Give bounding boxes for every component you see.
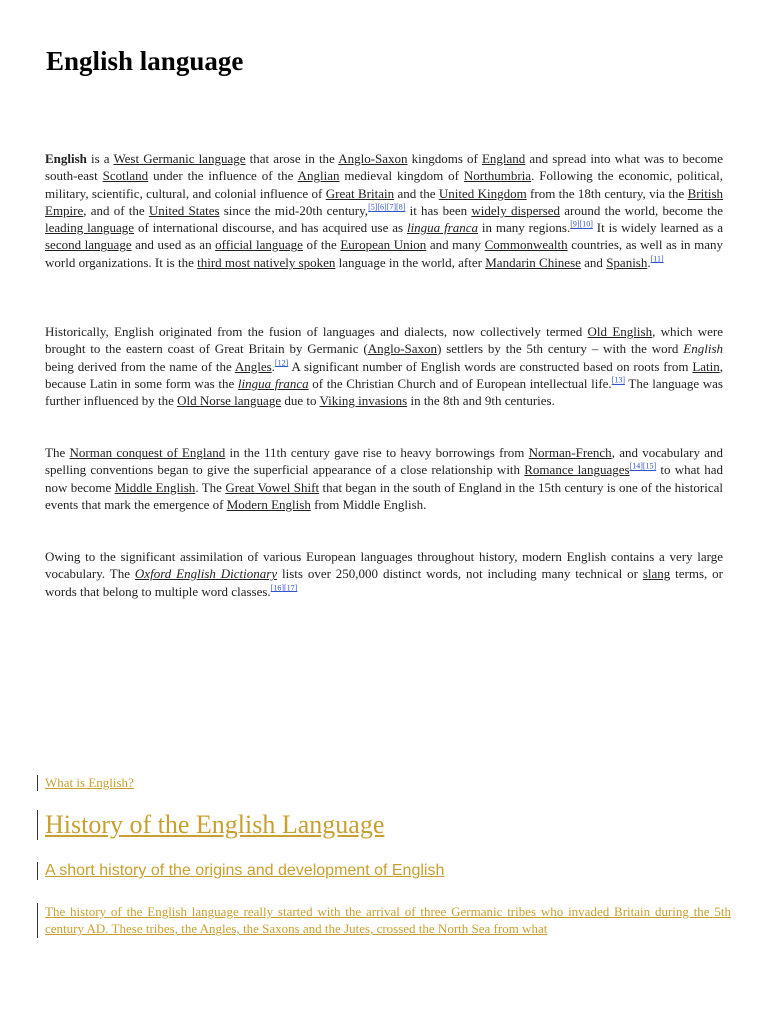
text-run: , and vocabulary and spelling conventions began to give the superficial appearance of a close relationship with [45, 445, 724, 478]
text-run: around the world, become the [560, 202, 724, 218]
text-run: it has been [405, 202, 472, 218]
article-link[interactable]: Latin [692, 358, 720, 374]
quote-link-block [37, 775, 134, 791]
text-run: The language was further influenced by the [45, 375, 723, 409]
text-run: under the influence of the [148, 168, 298, 184]
article-link[interactable]: lingua franca [237, 375, 309, 391]
text-run: . [271, 358, 275, 374]
text-run: and many [426, 237, 485, 253]
article-link[interactable]: Viking invasions [319, 393, 408, 409]
article-link[interactable]: second language [45, 237, 132, 253]
article-link[interactable]: leading language [45, 220, 135, 236]
text-run: ) settlers by the 5th century – with the word [437, 341, 684, 357]
text-run: since the mid-20th century, [219, 202, 369, 218]
article-link[interactable]: Anglian [297, 168, 340, 184]
quote-excerpt-block [37, 903, 731, 938]
text-run: of international discourse, and has acquired use as [134, 220, 407, 236]
article-link[interactable]: Romance languages [524, 462, 630, 478]
text-run: , and of the [83, 202, 149, 218]
text-run: . The [195, 479, 226, 495]
text-run: that began in the south of England in the 15th century is one of the historical events that mark the emergence of [45, 479, 724, 512]
text-run: , which were brought to the eastern coast of Great Britain by Germanic ( [45, 324, 723, 357]
article-link[interactable]: West Germanic language [113, 151, 246, 166]
article-link[interactable]: Northumbria [463, 168, 532, 184]
citation-link[interactable]: [14][15] [629, 461, 657, 471]
citation [368, 203, 405, 212]
article-link[interactable]: Anglo-Saxon [367, 341, 438, 357]
article-link[interactable]: lingua franca [406, 220, 479, 236]
article-link[interactable]: Middle English [114, 479, 196, 495]
text-run: Owing to the significant assimilation of various European languages throughout history, modern English contains a very large vocabulary. The [45, 549, 723, 582]
text-run: terms, or words that belong to multiple word classes. [45, 566, 724, 599]
history-excerpt-link[interactable]: The history of the English language really started with the arrival of three Germanic tribes who invaded Britain during the 5th century AD. These tribes, the Angles, the Saxons and the Jutes, crossed the North Sea from what [45, 904, 731, 937]
text-run: and used as an [131, 237, 216, 253]
text-run: and the [394, 185, 439, 201]
article-link[interactable]: Great Britain [325, 185, 395, 201]
paragraph-history [45, 323, 723, 409]
text-run: in the 11th century gave rise to heavy borrowings from [225, 445, 529, 460]
citation-link[interactable]: [9][10] [570, 219, 593, 229]
text-run: medieval kingdom of [339, 168, 464, 184]
citation [612, 376, 625, 385]
what-is-english-link[interactable]: What is English? [45, 775, 134, 790]
text-run: of the [302, 237, 341, 253]
text-run: It is widely learned as a [592, 220, 724, 236]
text-run: in the 8th and 9th centuries. [407, 393, 555, 409]
citation [651, 254, 664, 263]
citation [570, 220, 593, 229]
article-link[interactable]: Old Norse language [177, 393, 282, 409]
text-run: being derived from the name of the [45, 358, 235, 374]
article-link[interactable]: England [481, 151, 526, 166]
text-run: . [647, 254, 651, 270]
citation-link[interactable]: [16][17] [270, 583, 298, 593]
article-link[interactable]: Spanish [606, 254, 648, 270]
page-title: English language [46, 46, 244, 76]
citation-link[interactable]: [13] [611, 375, 625, 385]
citation-link[interactable]: [12] [274, 358, 289, 368]
citation [630, 462, 657, 471]
text-run: countries, as well as in many world organizations. It is the [45, 237, 723, 270]
article-link[interactable]: slang [642, 566, 671, 582]
text-run: The [45, 445, 70, 460]
article-link[interactable]: Commonwealth [484, 237, 568, 253]
text-run: in many regions. [478, 220, 571, 236]
quote-subheading-block [37, 862, 444, 880]
text-run: lists over 250,000 distinct words, not including many technical or [277, 566, 643, 582]
text-run: language in the world, after [335, 254, 486, 270]
article-link[interactable]: official language [215, 237, 303, 253]
text-run: . Following the economic, political, military, scientific, cultural, and colonial influence of [45, 168, 724, 201]
article-link[interactable]: Old English [587, 324, 653, 339]
article-link[interactable]: Scotland [102, 168, 149, 184]
article-link[interactable]: widely dispersed [471, 202, 561, 218]
text-run: of the Christian Church and of European intellectual life. [308, 375, 612, 391]
paragraph-intro [45, 150, 723, 271]
article-link[interactable]: European Union [340, 237, 427, 253]
text-run: and spread into what was to become south-east [45, 151, 723, 184]
quote-heading-block [37, 810, 384, 840]
citation-link[interactable]: [5][6][7][8] [368, 202, 406, 212]
bold-term: English [45, 151, 87, 166]
text-run: and [580, 254, 607, 270]
text-run: that arose in the [245, 151, 339, 166]
article-link[interactable]: Norman-French [528, 445, 612, 460]
article-link[interactable]: Mandarin Chinese [485, 254, 581, 270]
article-link[interactable]: Norman conquest of England [69, 445, 226, 460]
paragraph-norman [45, 444, 723, 513]
text-run: from the 18th century, via the [526, 185, 688, 201]
article-link[interactable]: Angles [234, 358, 272, 374]
text-run: to what had now become [45, 462, 724, 495]
article-link[interactable]: third most natively spoken [197, 254, 336, 270]
text-run: is a [86, 151, 114, 166]
article-link[interactable]: Great Vowel Shift [225, 479, 320, 495]
citation [271, 583, 298, 592]
paragraph-vocabulary [45, 548, 723, 600]
article-link[interactable]: Modern English [226, 496, 311, 512]
article-link[interactable]: United States [148, 202, 220, 218]
article-link[interactable]: Oxford English Dictionary [134, 566, 278, 582]
article-link[interactable]: British Empire [45, 185, 724, 218]
text-run: due to [281, 393, 320, 409]
text-run: A significant number of English words are constructed based on roots from [288, 358, 693, 374]
text-run: kingdoms of [407, 151, 482, 166]
history-heading-link[interactable]: History of the English Language [45, 810, 385, 839]
citation-link[interactable]: [11] [650, 254, 664, 264]
text-run: from Middle English. [310, 496, 427, 512]
text-run: English [683, 341, 724, 357]
text-run: Historically, English originated from the fusion of languages and dialects, now collectively termed [45, 324, 588, 339]
article-link[interactable]: Anglo-Saxon [338, 151, 408, 166]
citation [275, 358, 288, 367]
text-run: , because Latin in some form was the [45, 358, 723, 391]
history-subheading-link[interactable]: A short history of the origins and development of English [45, 862, 445, 879]
article-link[interactable]: United Kingdom [438, 185, 527, 201]
